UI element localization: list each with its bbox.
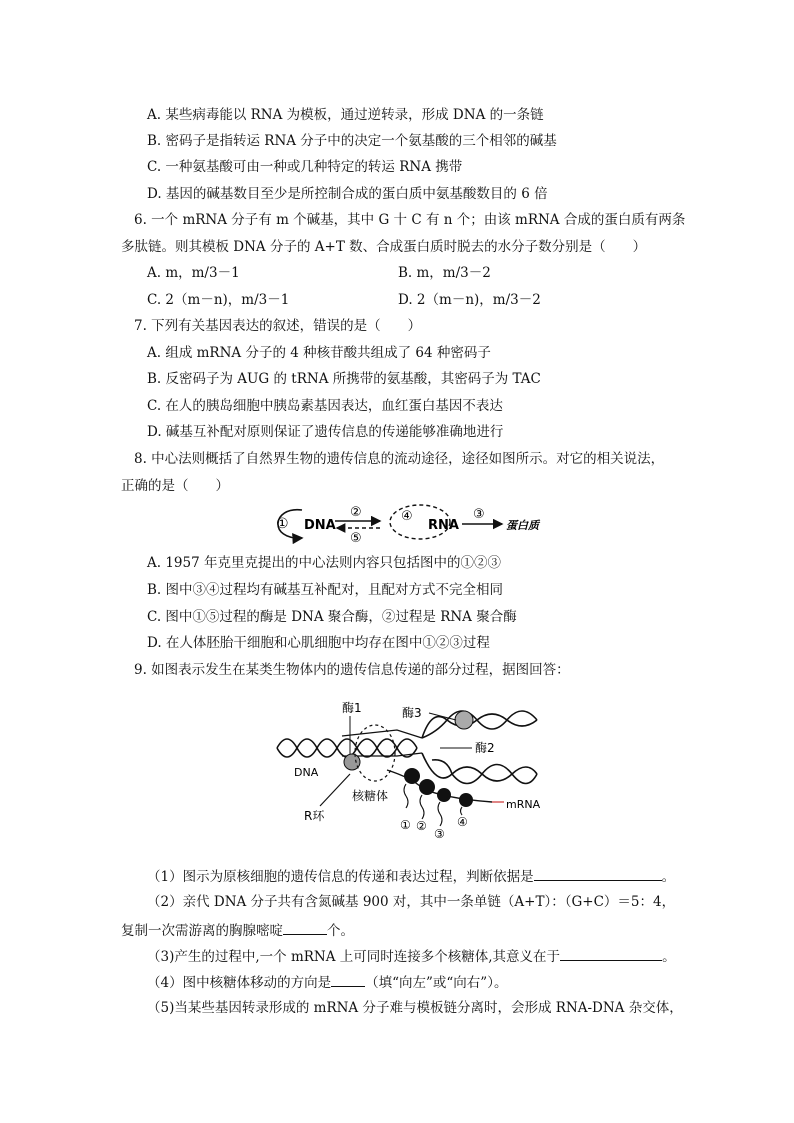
q9-part5: （5)当某些基因转录形成的 mRNA 分子难与模板链分离时，会形成 RNA-DNA 杂交体，	[147, 1000, 683, 1016]
dna-strand-right-upper-a	[422, 714, 537, 738]
q9-part4	[147, 972, 507, 992]
ribosome-2	[419, 779, 435, 795]
q8-option-d: D. 在人体胚胎干细胞和心肌细胞中均存在图中①②③过程	[147, 635, 490, 651]
dna-strand-left-a	[277, 739, 417, 757]
q7-option-a: A. 组成 mRNA 分子的 4 种核苷酸共组成了 64 种密码子	[147, 345, 491, 361]
q6-option-d: D. 2（m－n)，m/3－2	[398, 292, 541, 308]
enzyme-3-blob	[455, 711, 473, 729]
q7-stem: 7. 下列有关基因表达的叙述，错误的是（ ）	[134, 318, 422, 334]
label-dna: DNA	[294, 766, 319, 779]
label-enzyme3: 酶3	[402, 706, 422, 720]
q5-option-d: D. 基因的碱基数目至少是所控制合成的蛋白质中氨基酸数目的 6 倍	[147, 186, 548, 202]
q9-part3-blank[interactable]	[560, 946, 662, 961]
q9-part4-blank[interactable]	[331, 972, 365, 987]
q9-part4-text: （4）图中核糖体移动的方向是	[147, 975, 332, 991]
chain-3: ③	[434, 827, 445, 840]
dna-bubble-top	[342, 730, 422, 738]
q8-option-a: A. 1957 年克里克提出的中心法则内容只包括图中的①②③	[147, 555, 501, 571]
label-enzyme1: 酶1	[342, 701, 362, 715]
q9-part3-end: 。	[662, 949, 676, 965]
dna-strand-right-lower-b	[432, 760, 537, 784]
q8-stem-line1: 8. 中心法则概括了自然界生物的遗传信息的流动途径，途径如图所示。对它的相关说法，	[134, 451, 665, 467]
q6-stem-line2: 多肽链。则其模板 DNA 分子的 A+T 数、合成蛋白质时脱去的水分子数分别是（ ）	[121, 239, 647, 255]
label-3: ③	[473, 507, 485, 522]
q9-part2-end: 个。	[327, 923, 354, 939]
label-1: ①	[276, 516, 289, 532]
q9-stem: 9. 如图表示发生在某类生物体内的遗传信息传递的部分过程，据图回答：	[134, 662, 570, 678]
central-dogma-diagram	[262, 500, 562, 548]
q9-part1-text: （1）图示为原核细胞的遗传信息的传递和表达过程，判断依据是	[147, 869, 534, 885]
q8-stem-line2: 正确的是（ ）	[121, 478, 229, 494]
label-enzyme2: 酶2	[475, 741, 495, 755]
q6-option-c: C. 2（m－n)，m/3－1	[147, 292, 290, 308]
q7-option-c: C. 在人的胰岛细胞中胰岛素基因表达，血红蛋白基因不表达	[147, 398, 503, 414]
dna-strand-left-b	[277, 739, 417, 757]
q5-option-b: B. 密码子是指转运 RNA 分子中的决定一个氨基酸的三个相邻的碱基	[147, 133, 557, 149]
label-5: ⑤	[350, 531, 362, 546]
q6-option-b: B. m，m/3－2	[398, 265, 491, 281]
label-rna: RNA	[428, 518, 459, 533]
q9-part1	[147, 866, 675, 886]
label-ribosome: 核糖体	[352, 789, 389, 803]
q9-part2-line2	[121, 920, 354, 940]
q7-option-d: D. 碱基互补配对原则保证了遗传信息的传递能够准确地进行	[147, 424, 504, 440]
label-protein: 蛋白质	[506, 519, 539, 532]
q9-part3	[147, 946, 676, 966]
ribosome-3	[437, 788, 451, 802]
label-2: ②	[350, 505, 362, 520]
q5-option-c: C. 一种氨基酸可由一种或几种特定的转运 RNA 携带	[147, 159, 463, 175]
q9-part2-text: 复制一次需游离的胸腺嘧啶	[121, 923, 283, 939]
label-4: ④	[401, 509, 413, 524]
q9-part3-text: （3)产生的过程中,一个 mRNA 上可同时连接多个核糖体,其意义在于	[147, 949, 561, 965]
q9-part1-blank[interactable]	[534, 866, 662, 881]
replication-transcription-figure	[272, 698, 542, 840]
chain-2: ②	[416, 819, 427, 833]
q7-option-b: B. 反密码子为 AUG 的 tRNA 所携带的氨基酸，其密码子为 TAC	[147, 371, 541, 387]
q6-option-a: A. m，m/3－1	[147, 265, 240, 281]
q9-part2-line1: （2）亲代 DNA 分子共有含氮碱基 900 对，其中一条单链（A+T）：（G+C）＝5：4，	[147, 894, 676, 910]
chain-1: ①	[400, 818, 411, 832]
q9-part1-end: 。	[661, 869, 676, 885]
q5-option-a: A. 某些病毒能以 RNA 为模板，通过逆转录，形成 DNA 的一条链	[147, 107, 544, 123]
dna-strand-right-upper-b	[422, 711, 537, 738]
q6-stem-line1: 6. 一个 mRNA 分子有 m 个碱基，其中 G 十 C 有 n 个；由该 mRNA 合成的蛋白质有两条	[134, 212, 686, 228]
q8-option-c: C. 图中①⑤过程的酶是 DNA 聚合酶，②过程是 RNA 聚合酶	[147, 609, 517, 625]
ribosome-4	[459, 793, 473, 807]
label-dna: DNA	[304, 518, 336, 533]
q9-part4-end: （填“向左”或“向右”）。	[365, 975, 508, 991]
r-loop-arrow	[320, 774, 350, 806]
q8-option-b: B. 图中③④过程均有碱基互补配对，且配对方式不完全相同	[147, 582, 504, 598]
label-mrna: mRNA	[506, 798, 541, 811]
q9-part2-blank[interactable]	[283, 920, 327, 935]
chain-4: ④	[457, 815, 468, 829]
label-r-loop: R环	[304, 809, 325, 823]
ribosome-1	[404, 768, 420, 784]
